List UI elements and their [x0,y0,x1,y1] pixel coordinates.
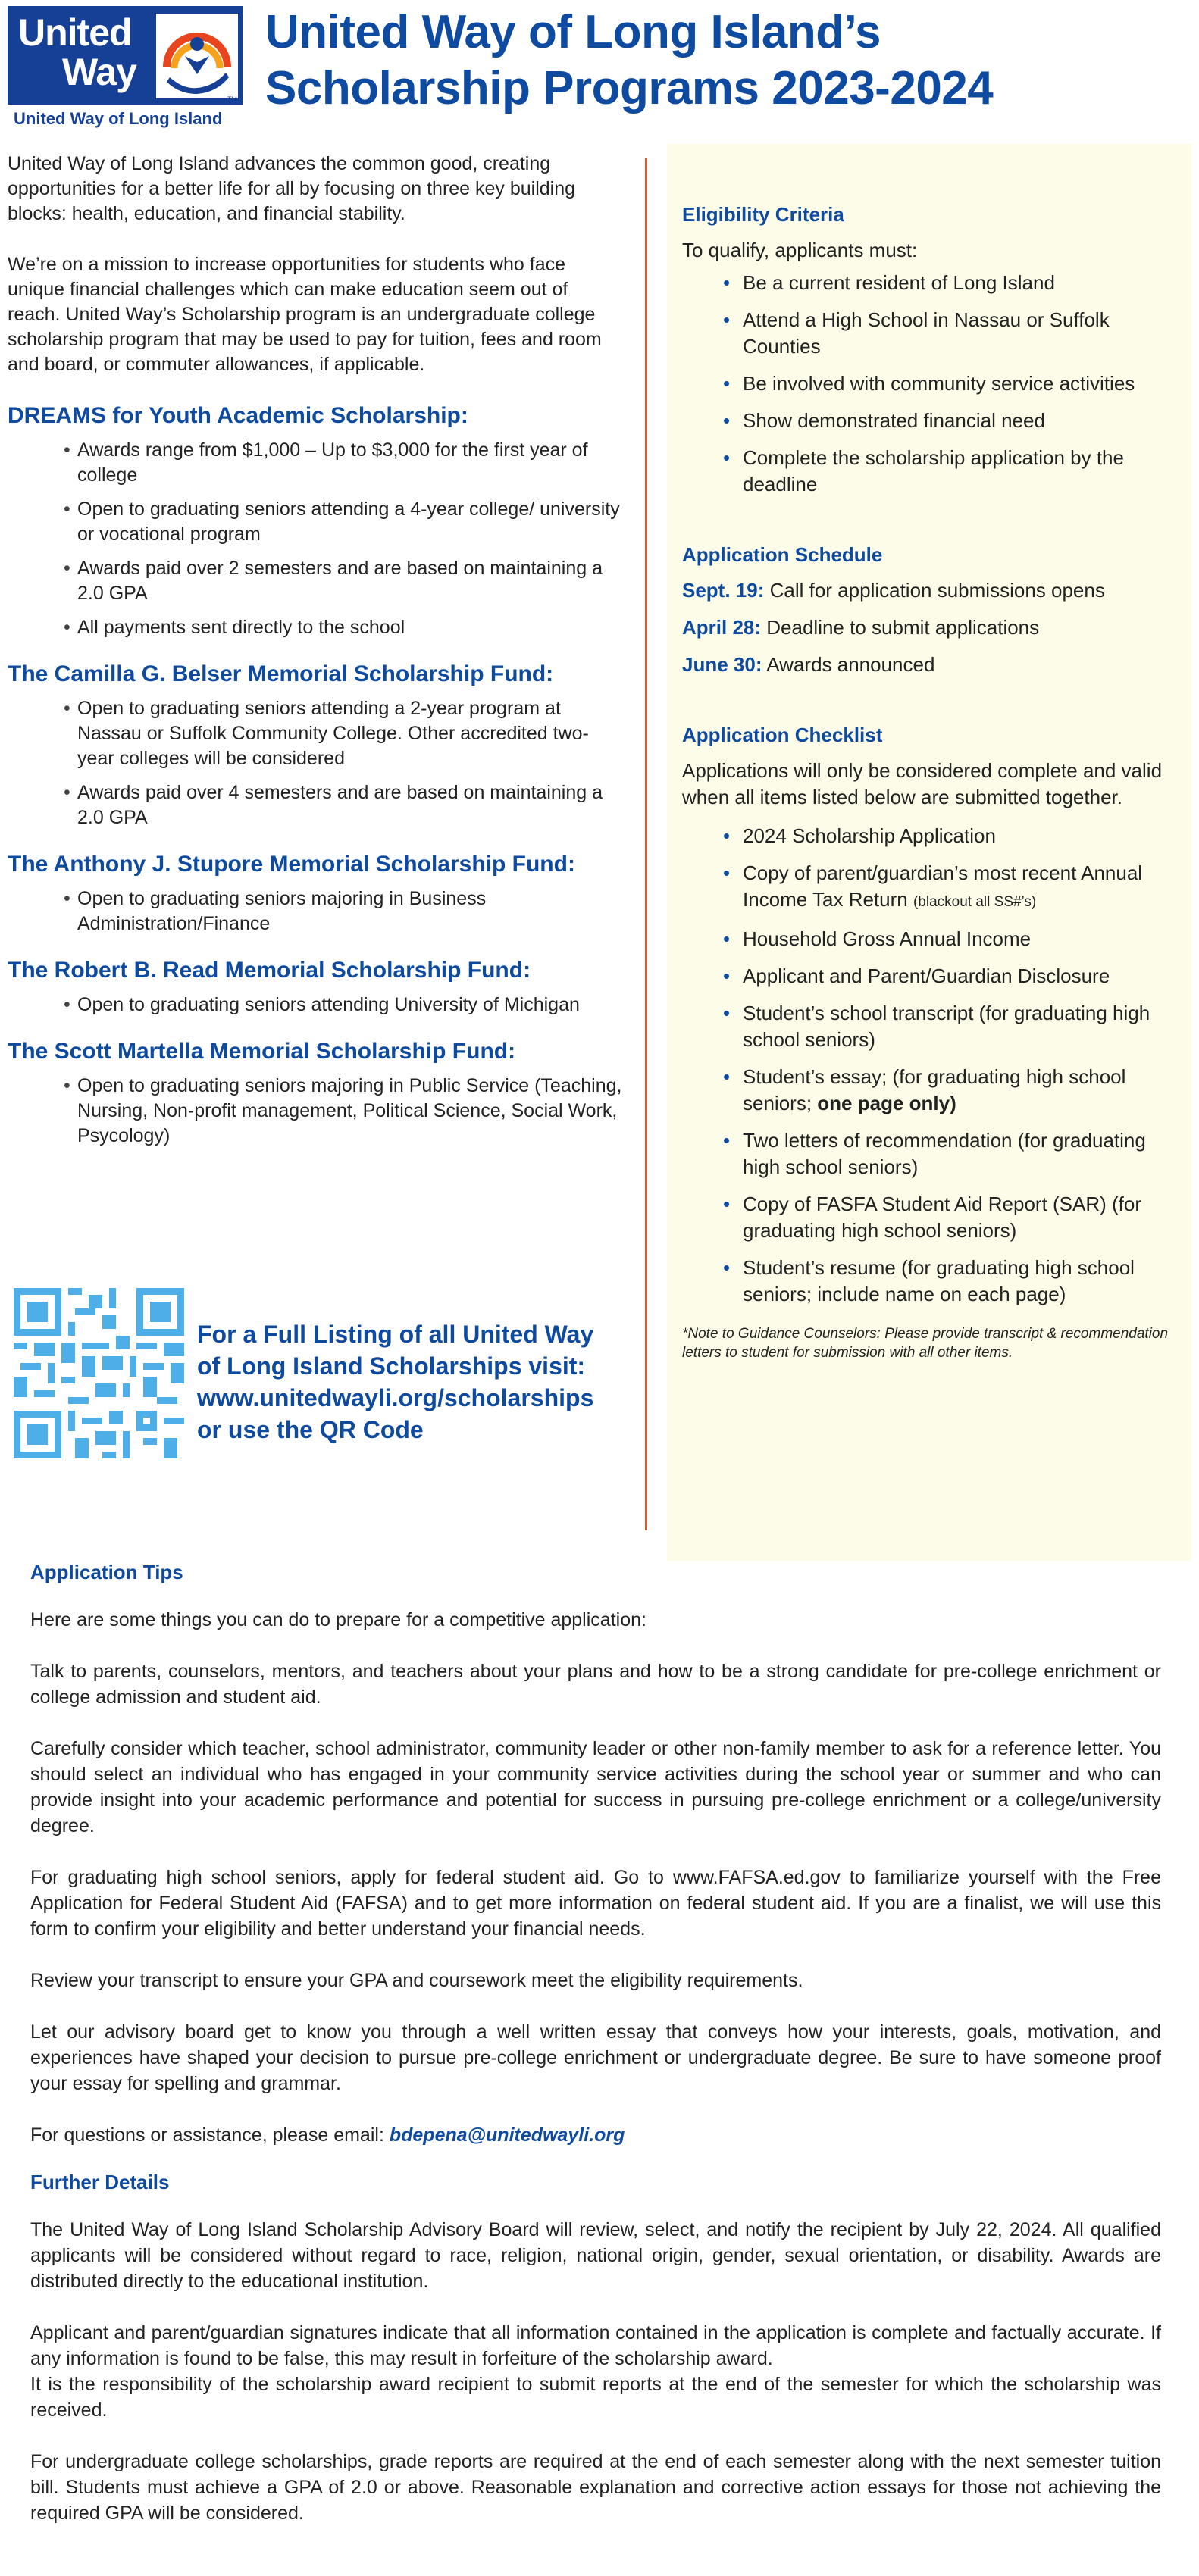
tips-paragraph: For graduating high school seniors, apply for federal student aid. Go to www.FAFSA.ed.gov to familiarize yourself with the Free Application for Federal Student Aid (FAFSA) and to get more information on federal student aid. If you are a finalist, we will use this form to confirm your eligibility and better understand your financial needs. [30,1867,1161,1940]
info-panel [667,144,1191,1561]
details-paragraph: It is the responsibility of the scholarship award recipient to submit reports at the end of the semester for which the scholarship was received. [30,2374,1161,2421]
counselor-note: *Note to Guidance Counselors: Please provide transcript & recommendation letters to student for submission with all other items. [682,1326,1169,1361]
schedule-date: June 30: [682,653,762,676]
list-item: • Show demonstrated financial need [743,408,1182,434]
qr-line-4: or use the QR Code [197,1416,424,1443]
qr-section [8,1288,637,1470]
scholarship-belser [8,661,625,830]
checklist-list [682,823,1182,1308]
list-item [743,1064,1182,1117]
schedule-row [682,614,1182,641]
checklist-lead: Applications will only be considered complete and valid when all items listed below are submitted together. [682,759,1163,808]
tips-heading: Application Tips [30,1561,183,1583]
list-item: • Be a current resident of Long Island [743,270,1182,296]
qr-line-2: of Long Island Scholarships visit: [197,1352,586,1380]
list-item: • Student’s resume (for graduating high school seniors; include name on each page) [743,1255,1182,1308]
scholarship-title: DREAMS for Youth Academic Scholarship: [8,403,468,428]
checklist-item-text: Student’s essay; (for graduating high school seniors; [743,1065,1126,1114]
list-item: • Applicant and Parent/Guardian Disclosure [743,963,1182,989]
checklist-item-text: Copy of parent/guardian’s most recent Annual Income Tax Return [743,861,1143,911]
tips-paragraph: Review your transcript to ensure your GPA and coursework meet the eligibility requirements. [30,1970,803,1991]
scholarship-item: • Open to graduating seniors attending University of Michigan [77,993,625,1018]
qr-code-icon[interactable] [14,1288,184,1458]
eligibility-heading: Eligibility Criteria [682,203,844,226]
scholarship-item: • Awards paid over 2 semesters and are based on maintaining a 2.0 GPA [77,556,625,606]
contact-line [30,2122,1161,2148]
contact-email-link[interactable]: bdepena@unitedwayli.org [389,2124,625,2146]
list-item [743,860,1182,915]
tips-paragraph: Carefully consider which teacher, school administrator, community leader or other non-family member to ask for a reference letter. You should select an individual who has engaged in your community service activities during the school year or summer and who can provide insight into your academic performance and potential for success in pursuing pre-college enrichment or a college/university degree. [30,1738,1161,1837]
schedule-row [682,577,1182,604]
united-way-logo [8,6,243,129]
schedule-date: Sept. 19: [682,579,765,602]
scholarship-stupore [8,852,625,936]
qr-line-1: For a Full Listing of all United Way [197,1321,594,1348]
list-item: • 2024 Scholarship Application [743,823,1182,849]
scholarship-title: The Scott Martella Memorial Scholarship Fund: [8,1039,516,1064]
list-item: • Student’s school transcript (for graduating high school seniors) [743,1000,1182,1053]
schedule-heading: Application Schedule [682,543,883,566]
tips-paragraph: Let our advisory board get to know you through a well written essay that conveys how your interests, goals, motivation, and experiences have shaped your decision to pursue pre-college enrichment or undergraduate degree. Be sure to have someone proof your essay for spelling and grammar. [30,2021,1161,2094]
schedule-text: Deadline to submit applications [766,616,1040,639]
scholarship-dreams [8,403,625,640]
schedule-row [682,652,1182,678]
details-paragraph: For undergraduate college scholarships, grade reports are required at the end of each semester along with the next semester tuition bill. Students must achieve a GPA of 2.0 or above. Reasonable explanation and corrective action essays for those not achieving the required GPA will be considered. [30,2451,1161,2524]
logo-word-united: United [18,11,132,54]
scholarship-item: • Open to graduating seniors majoring in Public Service (Teaching, Nursing, Non-profit management, Political Science, Social Work, Psycology) [77,1074,625,1149]
bottom-section [30,1561,1161,2552]
list-item: • Be involved with community service activities [743,370,1182,397]
column-divider [645,158,647,1530]
schedule-text: Call for application submissions opens [769,579,1105,602]
scholarship-title: The Anthony J. Stupore Memorial Scholarship Fund: [8,852,575,877]
list-item: • Attend a High School in Nassau or Suffolk Counties [743,307,1182,360]
tips-paragraph: Here are some things you can do to prepare for a competitive application: [30,1609,646,1630]
intro-paragraph-1: United Way of Long Island advances the common good, creating opportunities for a better life for all by focusing on three key building blocks: health, education, and financial stability. [8,153,576,224]
logo-subtitle: United Way of Long Island [14,109,223,128]
title-line-2: Scholarship Programs 2023-2024 [265,62,994,114]
page-title [265,5,993,117]
eligibility-list [682,270,1182,498]
scholarship-item: • Open to graduating seniors attending a 2-year program at Nassau or Suffolk Community College. Other accredited two-year colleges will be considered [77,696,625,771]
details-paragraph: Applicant and parent/guardian signatures indicate that all information contained in the application is complete and factually accurate. If any information is found to be false, this may result in forfeiture of the scholarship award. [30,2322,1161,2369]
list-item: • Copy of FASFA Student Aid Report (SAR) (for graduating high school seniors) [743,1191,1182,1244]
schedule-date: April 28: [682,616,762,639]
qr-call-to-action [197,1318,593,1446]
hand-person-rainbow-icon [156,14,238,98]
contact-lead: For questions or assistance, please email: [30,2124,384,2146]
scholarship-title: The Robert B. Read Memorial Scholarship Fund: [8,958,531,983]
checklist-heading: Application Checklist [682,724,883,746]
scholarship-item: • All payments sent directly to the school [77,615,625,640]
scholarship-martella [8,1039,625,1149]
scholarship-item: • Open to graduating seniors majoring in Business Administration/Finance [77,886,625,936]
scholarship-title: The Camilla G. Belser Memorial Scholarship Fund: [8,661,554,686]
list-item: • Household Gross Annual Income [743,926,1182,952]
scholarships-link[interactable]: www.unitedwayli.org/scholarships [197,1384,594,1411]
left-column [8,152,625,1170]
scholarship-item: • Awards paid over 4 semesters and are based on maintaining a 2.0 GPA [77,780,625,830]
scholarship-item: • Awards range from $1,000 – Up to $3,000 for the first year of college [77,438,625,488]
details-heading: Further Details [30,2171,170,2193]
tips-paragraph: Talk to parents, counselors, mentors, and teachers about your plans and how to be a strong candidate for pre-college enrichment or college admission and student aid. [30,1661,1161,1708]
scholarship-item: • Open to graduating seniors attending a 4-year college/ university or vocational program [77,497,625,547]
list-item: • Two letters of recommendation (for graduating high school seniors) [743,1127,1182,1180]
intro-paragraph-2: We’re on a mission to increase opportunities for students who face unique financial challenges which can make education seem out of reach. United Way’s Scholarship program is an undergraduate college scholarship program that may be used to pay for tuition, fees and room and board, or commuter allowances, if applicable. [8,254,602,375]
checklist-item-note: (blackout all SS#’s) [913,894,1037,910]
trademark-mark: TM [227,95,237,103]
details-paragraph: The United Way of Long Island Scholarship Advisory Board will review, select, and notify the recipient by July 22, 2024. All qualified applicants will be considered without regard to race, religion, national origin, gender, sexual orientation, or disability. Awards are distributed directly to the educational institution. [30,2219,1161,2292]
eligibility-lead: To qualify, applicants must: [682,239,918,261]
list-item: • Complete the scholarship application by the deadline [743,445,1182,498]
schedule-text: Awards announced [766,653,935,676]
checklist-item-emphasis: one page only) [817,1092,956,1114]
logo-word-way: Way [62,51,136,93]
title-line-1: United Way of Long Island’s [265,6,881,58]
scholarship-read [8,958,625,1018]
